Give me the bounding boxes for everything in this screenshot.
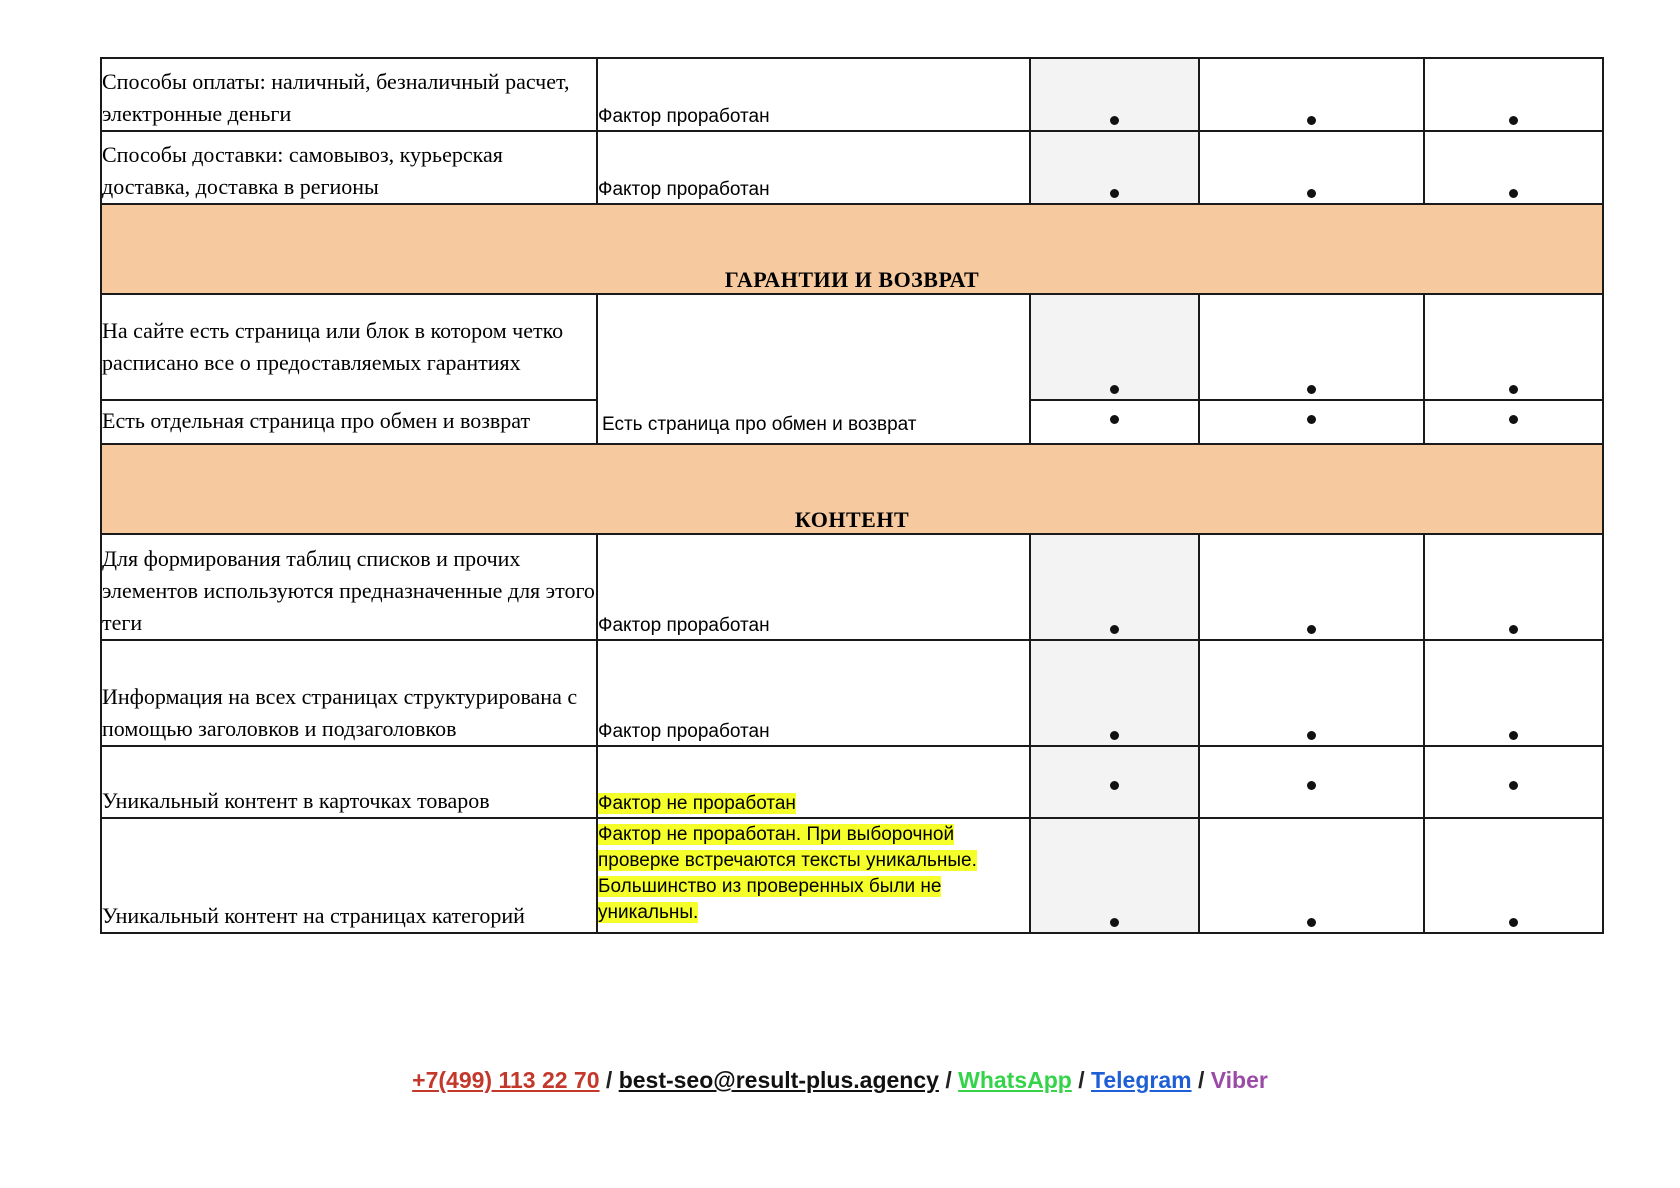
- status-cell: [597, 534, 1030, 640]
- bullet-icon: [1307, 415, 1316, 424]
- bullet-icon: [1110, 625, 1119, 634]
- check-cell: [1424, 294, 1603, 400]
- status-text: Фактор проработан: [598, 179, 770, 200]
- status-cell: [597, 746, 1030, 818]
- bullet-icon: [1509, 918, 1518, 927]
- bullet-icon: [1509, 415, 1518, 424]
- bullet-icon: [1509, 189, 1518, 198]
- section-heading: ГАРАНТИИ И ВОЗВРАТ: [101, 204, 1603, 294]
- factor-cell: Уникальный контент на страницах категорий: [101, 818, 597, 933]
- status-cell: [597, 294, 1030, 444]
- check-cell: [1424, 640, 1603, 746]
- table-row: [101, 746, 1603, 818]
- check-cell: [1030, 818, 1199, 933]
- status-text-highlighted: Фактор не проработан: [598, 793, 796, 814]
- bullet-icon: [1307, 625, 1316, 634]
- bullet-icon: [1110, 731, 1119, 740]
- audit-table: [100, 57, 1604, 934]
- table-row: [101, 58, 1603, 131]
- status-cell: [597, 818, 1030, 933]
- check-cell: [1424, 818, 1603, 933]
- table-row: [101, 131, 1603, 204]
- section-row: [101, 444, 1603, 534]
- bullet-icon: [1110, 918, 1119, 927]
- bullet-icon: [1307, 781, 1316, 790]
- check-cell: [1199, 58, 1424, 131]
- status-cell: [597, 131, 1030, 204]
- factor-cell: Способы оплаты: наличный, безналичный расчет, электронные деньги: [101, 58, 597, 131]
- status-cell: [597, 640, 1030, 746]
- check-cell: [1424, 58, 1603, 131]
- check-cell: [1199, 818, 1424, 933]
- check-cell: [1030, 294, 1199, 400]
- factor-cell: Уникальный контент в карточках товаров: [101, 746, 597, 818]
- check-cell: [1030, 534, 1199, 640]
- check-cell: [1030, 640, 1199, 746]
- viber-link[interactable]: Viber: [1210, 1067, 1268, 1093]
- bullet-icon: [1509, 385, 1518, 394]
- table-row: [101, 818, 1603, 933]
- telegram-link[interactable]: Telegram: [1091, 1067, 1192, 1093]
- bullet-icon: [1307, 116, 1316, 125]
- bullet-icon: [1110, 781, 1119, 790]
- check-cell: [1199, 294, 1424, 400]
- status-text: Фактор проработан: [598, 721, 770, 742]
- table-row: [101, 534, 1603, 640]
- contact-footer: [0, 1067, 1680, 1094]
- table-row: [101, 640, 1603, 746]
- bullet-icon: [1307, 918, 1316, 927]
- check-cell: [1424, 746, 1603, 818]
- bullet-icon: [1509, 116, 1518, 125]
- bullet-icon: [1509, 625, 1518, 634]
- bullet-icon: [1307, 731, 1316, 740]
- phone-link[interactable]: +7(499) 113 22 70: [412, 1067, 600, 1093]
- status-cell: [597, 58, 1030, 131]
- check-cell: [1199, 746, 1424, 818]
- status-text: Фактор проработан: [598, 615, 770, 636]
- check-cell: [1030, 131, 1199, 204]
- status-text-highlighted: Фактор не проработан. При выборочной проверке встречаются тексты уникальные. Большинство из проверенных были не уникальны.: [598, 824, 977, 923]
- separator: /: [1197, 1067, 1205, 1093]
- table-row: [101, 294, 1603, 400]
- separator: /: [1078, 1067, 1085, 1093]
- check-cell: [1424, 131, 1603, 204]
- check-cell: [1030, 746, 1199, 818]
- status-text: Есть страница про обмен и возврат: [602, 414, 917, 435]
- bullet-icon: [1110, 116, 1119, 125]
- check-cell: [1199, 400, 1424, 444]
- factor-cell: Способы доставки: самовывоз, курьерская доставка, доставка в регионы: [101, 131, 597, 204]
- check-cell: [1199, 131, 1424, 204]
- check-cell: [1199, 534, 1424, 640]
- section-heading: КОНТЕНТ: [101, 444, 1603, 534]
- factor-cell: Информация на всех страницах структурирована с помощью заголовков и подзаголовков: [101, 640, 597, 746]
- bullet-icon: [1110, 415, 1119, 424]
- bullet-icon: [1307, 189, 1316, 198]
- email-link[interactable]: best-seo@result-plus.agency: [618, 1067, 939, 1093]
- bullet-icon: [1110, 385, 1119, 394]
- check-cell: [1424, 534, 1603, 640]
- check-cell: [1030, 400, 1199, 444]
- factor-cell: Для формирования таблиц списков и прочих элементов используются предназначенные для этого теги: [101, 534, 597, 640]
- separator: /: [605, 1067, 613, 1093]
- check-cell: [1030, 58, 1199, 131]
- check-cell: [1199, 640, 1424, 746]
- bullet-icon: [1307, 385, 1316, 394]
- bullet-icon: [1509, 781, 1518, 790]
- check-cell: [1424, 400, 1603, 444]
- factor-cell: На сайте есть страница или блок в котором четко расписано все о предоставляемых гарантиях: [101, 294, 597, 400]
- bullet-icon: [1509, 731, 1518, 740]
- bullet-icon: [1110, 189, 1119, 198]
- factor-cell: Есть отдельная страница про обмен и возврат: [101, 400, 597, 444]
- section-row: [101, 204, 1603, 294]
- status-text: Фактор проработан: [598, 106, 770, 127]
- whatsapp-link[interactable]: WhatsApp: [958, 1067, 1072, 1093]
- separator: /: [945, 1067, 952, 1093]
